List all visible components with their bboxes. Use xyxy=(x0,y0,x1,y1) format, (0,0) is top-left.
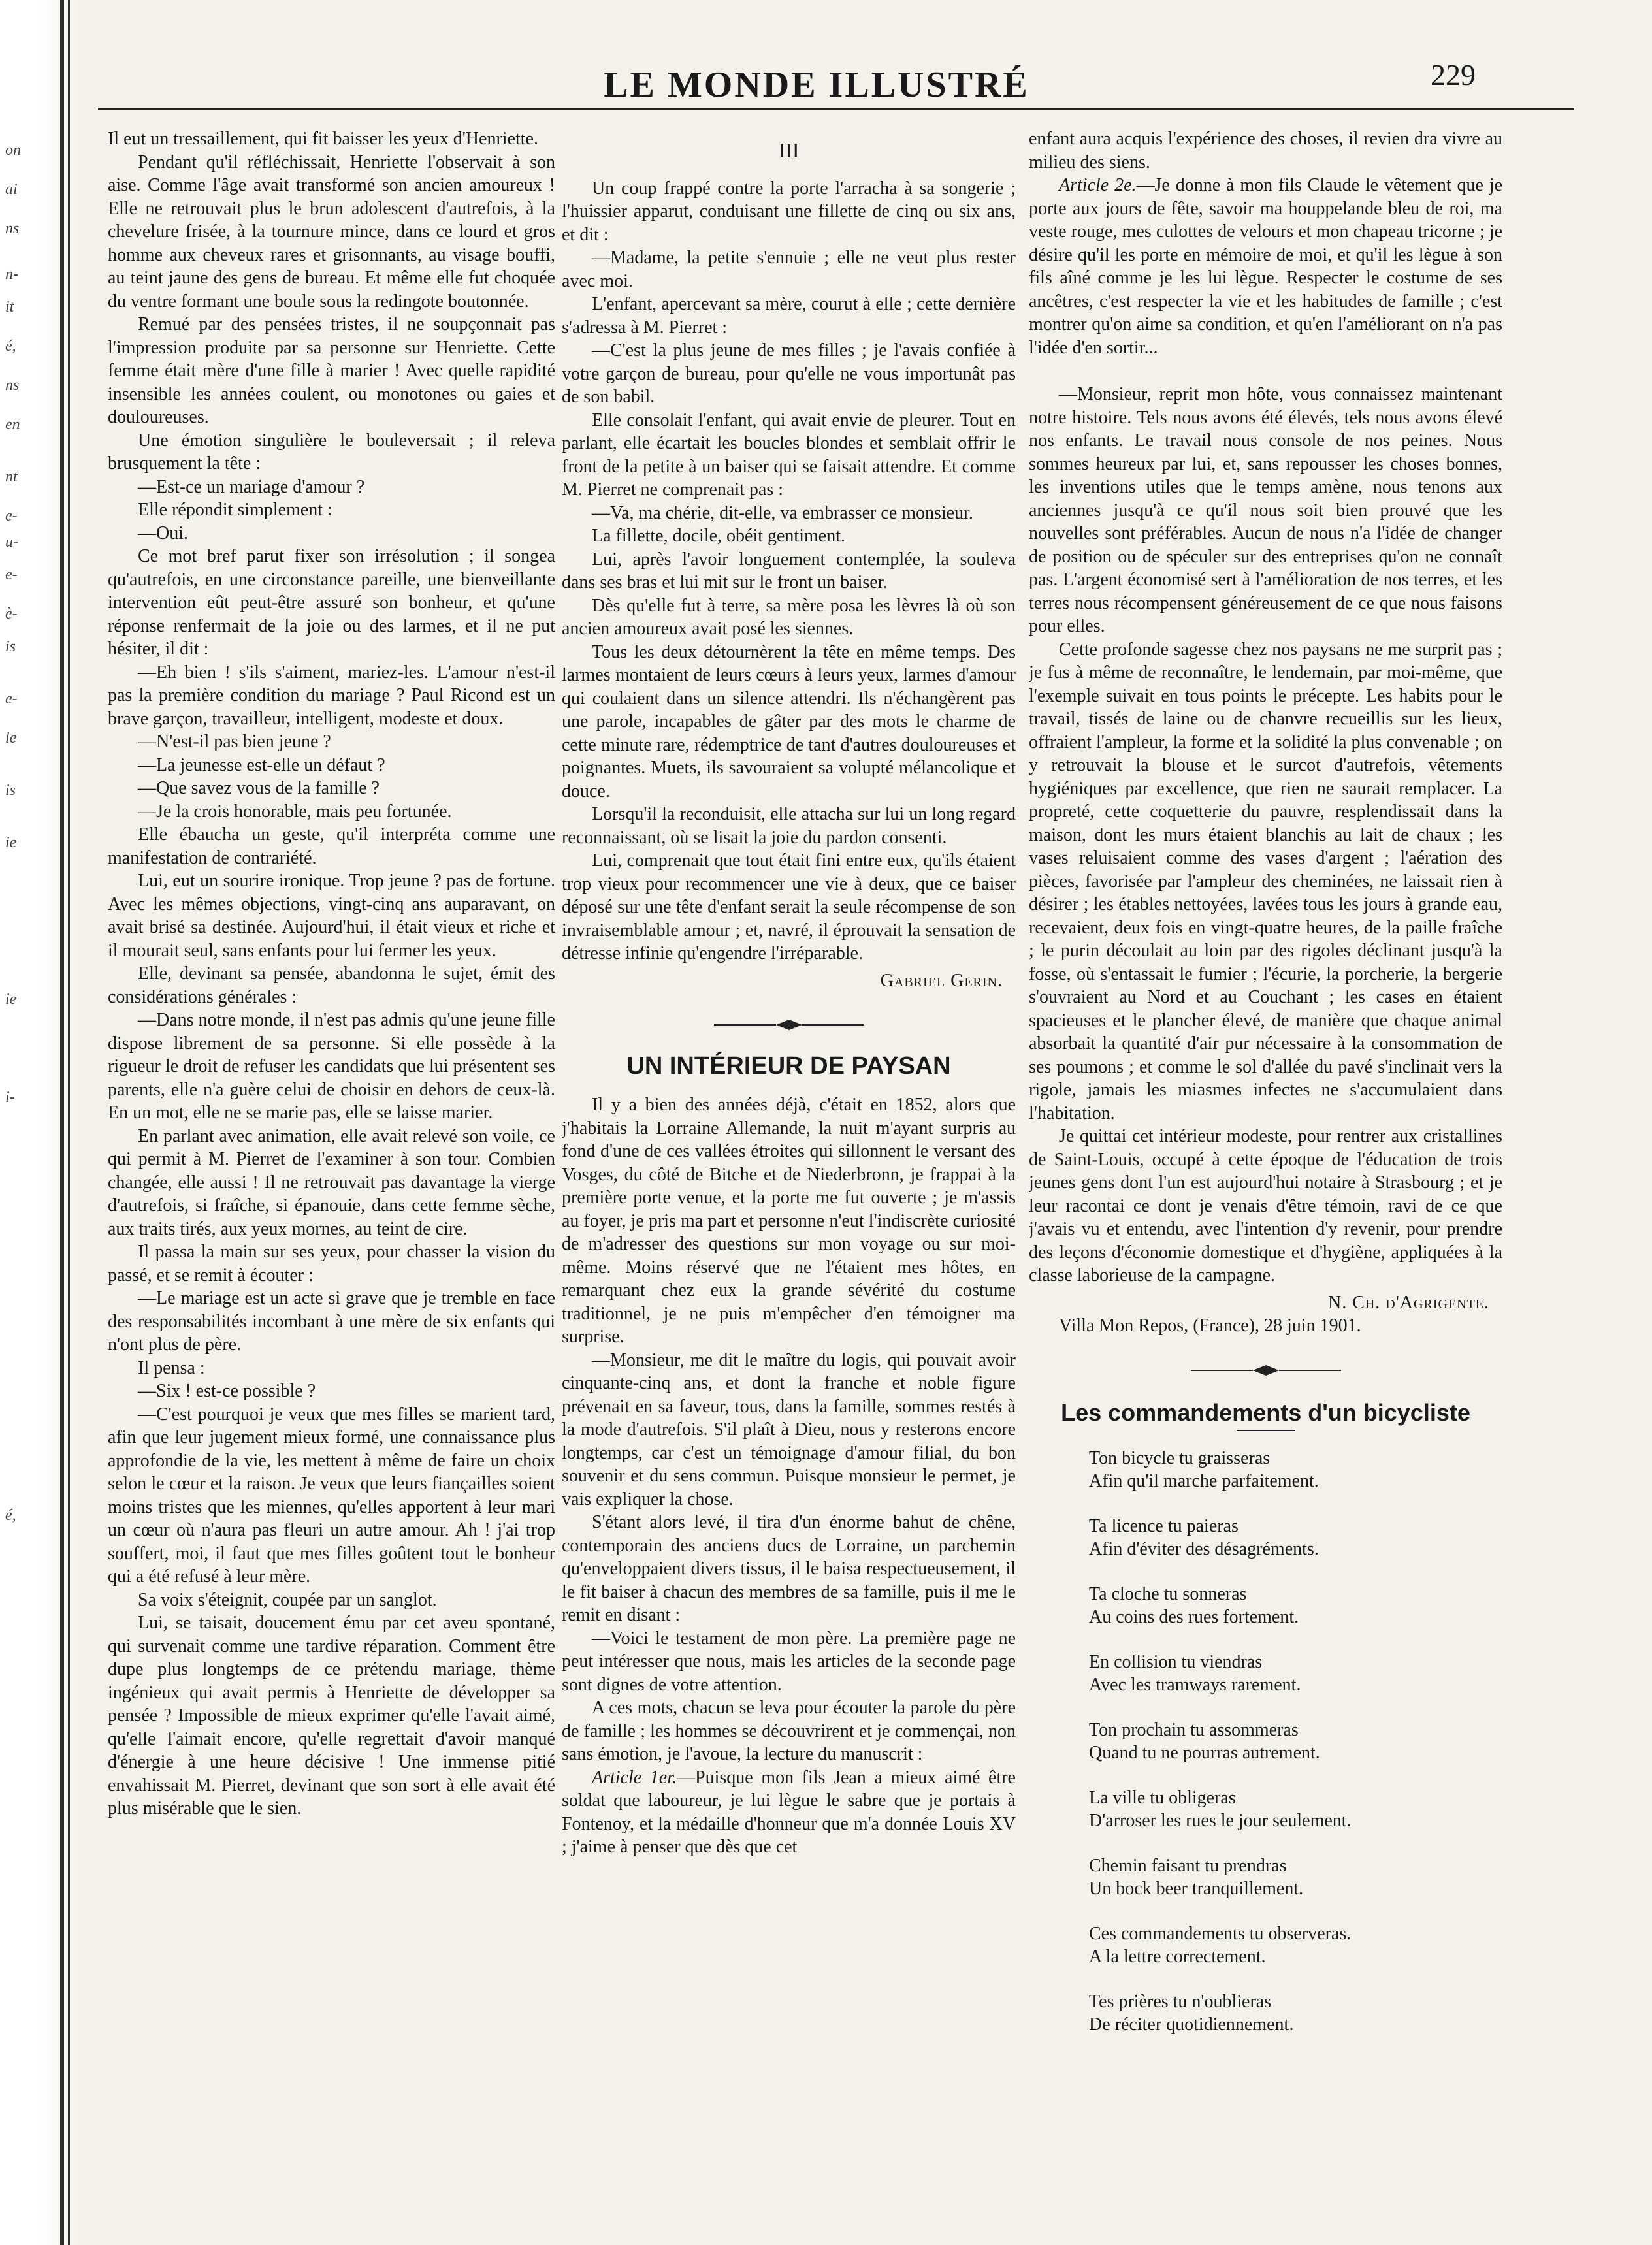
paragraph: —C'est la plus jeune de mes filles ; je l'avais confiée à votre garçon de bureau, pour qu'elle ne vous importunât pas de son babil. xyxy=(562,340,1016,407)
paragraph: —Eh bien ! s'ils s'aiment, mariez-les. L'amour n'est-il pas la première condition du mariage ? Paul Ricond est un brave garçon, travailleur, intelligent, modeste et doux. xyxy=(108,662,555,729)
poem-line: Quand tu ne pourras autrement. xyxy=(1089,1743,1320,1763)
author-signature: N. Ch. d'Agrigente. xyxy=(1327,1292,1489,1313)
paragraph: L'enfant, apercevant sa mère, courut à elle ; cette dernière s'adressa à M. Pierret : xyxy=(562,294,1016,338)
margin-fragment: e- xyxy=(5,566,18,583)
paragraph: —La jeunesse est-elle un défaut ? xyxy=(138,754,385,775)
paragraph: —Est-ce un mariage d'amour ? xyxy=(138,476,365,497)
poem-rule xyxy=(1237,1430,1295,1431)
paragraph: Lui, comprenait que tout était fini entre eux, qu'ils étaient trop vieux pour recommencer une vie à deux, que ce baiser déposé sur une tête d'enfant serait la seule récompense de son invraisemblable amour ; et, navré, il éprouvait la sensation de détresse infinie qu'engendre l'irréparable. xyxy=(562,850,1016,963)
paragraph: Lui, eut un sourire ironique. Trop jeune ? pas de fortune. Avec les mêmes objections, vingt-cinq ans auparavant, on avait brisé sa destinée. Aujourd'hui, il était vieux et riche et il mourait seul, sans enfants pour lui fermer les yeux. xyxy=(108,871,555,961)
poem-line: Avec les tramways rarement. xyxy=(1089,1675,1301,1695)
paragraph: En parlant avec animation, elle avait relevé son voile, ce qui permit à M. Pierret de l'examiner à son tour. Combien changée, elle aussi ! Il ne retrouvait pas davantage la vierge d'autrefois, si fraîche, si épanouie, dans cette femme sèche, aux traits tirés, aux yeux mornes, au teint de cire. xyxy=(108,1125,555,1239)
poem-line: Afin qu'il marche parfaitement. xyxy=(1089,1471,1319,1491)
poem-line: Ta cloche tu sonneras xyxy=(1089,1583,1247,1604)
clause-label: Article 1er. xyxy=(592,1767,677,1788)
clause-label: Article 2e. xyxy=(1059,175,1137,195)
paragraph: —Oui. xyxy=(138,523,188,543)
binding-line xyxy=(68,0,70,2245)
paragraph: Il y a bien des années déjà, c'était en 1852, alors que j'habitais la Lorraine Allemande, la nuit m'ayant surpris au fond d'une de ces vallées étroites qui sillonnent le versant des Vosges, du côté de Bitche et de Niederbronn, je frappai à la première porte venue, et la porte me fut ouverte ; je m'assis au foyer, je pris ma part et personne n'eut l'indiscrète curiosité de m'adresser des questions sur mon voyage ou sur moi-même. Moins réservé que ne l'étaient mes hôtes, en remarquant chez eux la grande sévérité du costume traditionnel, je ne puis m'empêcher d'en témoigner ma surprise. xyxy=(562,1095,1016,1347)
poem-line: Afin d'éviter des désagréments. xyxy=(1089,1539,1319,1559)
story-section-iii xyxy=(562,177,1016,965)
margin-fragment: is xyxy=(5,638,16,655)
binding-gutter xyxy=(0,0,85,2245)
paragraph: Cette profonde sagesse chez nos paysans ne me surprit pas ; je fus à même de reconnaître, le lendemain, par moi-même, que l'exemple suivait en tous points le précepte. Les habits pour le travail, tissés de laine ou de chanvre recueillis sur les lieux, offraient l'ampleur, la forme et la solidité la plus convenable ; on y retrouvait la blouse et le surcot d'autrefois, vêtements hygiéniques par excellence, que rien ne saurait remplacer. La propreté, cette coquetterie du pauvre, resplendissait dans la maison, dont les murs étaient blanchis au lait de chaux ; les vases reluisaient comme des vases d'argent ; l'aération des pièces, favorisée par l'ampleur des cheminées, ne laissait rien à désirer ; les étables nettoyées, lavées tous les jours à grande eau, recevaient, deux fois en vingt-quatre heures, de la paille fraîche ; le purin découlait au loin par des rigoles déclinant jusqu'à la fosse, où s'entassait le fumier ; l'écurie, la porcherie, la bergerie s'ouvraient au Nord et au Couchant ; les cases en étaient spacieuses et le plancher élevé, de manière que chaque animal absorbait la quantité d'air pur nécessaire à la consommation de ses poumons ; et comme le sol d'allée du pavé s'inclinait vers la rigole, jamais les miasmes infectes ne s'accumulaient dans l'habitation. xyxy=(1029,639,1502,1123)
poem-stanza xyxy=(1089,1990,1502,2037)
paragraph: —Dans notre monde, il n'est pas admis qu'une jeune fille dispose librement de sa personne. Si elle possède à la rigueur le droit de refuser les candidats que lui présentent ses parents, elle n'a guère celui de choisir en dehors de ceux-là. En un mot, elle ne se marie pas, elle se laisse marier. xyxy=(108,1010,555,1123)
margin-fragment: ie xyxy=(5,834,17,851)
paragraph: Ce mot bref parut fixer son irrésolution ; il songea qu'autrefois, en une circonstance pareille, une bienveillante intervention eût peut-être assuré son bonheur, et qu'une réponse renfermait de la joie ou des larmes, et il ne put hésiter, il dit : xyxy=(108,546,555,659)
clause-text: —Puisque mon fils Jean a mieux aimé être soldat que laboureur, je lui lègue le sabre que je portais à Fontenoy, et la médaille d'honneur que m'a donnée Louis XV ; j'aime à penser que dès que cet xyxy=(562,1767,1016,1857)
paragraph: Lorsqu'il la reconduisit, elle attacha sur lui un long regard reconnaissant, où se lisait la joie du pardon consenti. xyxy=(562,804,1016,848)
poem-stanza xyxy=(1089,1515,1502,1561)
margin-fragment: is xyxy=(5,782,16,799)
margin-fragment: e- xyxy=(5,690,18,707)
paragraph: —Voici le testament de mon père. La première page ne peut intéresser que nous, mais les articles de la seconde page sont dignes de votre attention. xyxy=(562,1628,1016,1695)
poem-line: Au coins des rues fortement. xyxy=(1089,1607,1299,1627)
margin-fragment: it xyxy=(5,299,14,315)
story-continuation xyxy=(108,127,555,1820)
margin-fragment: ns xyxy=(5,220,20,237)
margin-fragment: n- xyxy=(5,266,18,283)
section-number: III xyxy=(778,138,800,162)
paragraph: —Six ! est-ce possible ? xyxy=(138,1381,316,1401)
column-1 xyxy=(108,127,555,2218)
margin-fragment: nt xyxy=(5,468,18,485)
paragraph: Lui, se taisait, doucement ému par cet aveu spontané, qui survenait comme une tardive réparation. Comment être dupe plus longtemps de ce prétendu mariage, thème ingénieux qui avait permis à Henriette de développer sa pensée ? Impossible de mieux exprimer qu'elle l'avait aimé, qu'elle l'aimait encore, qu'elle regrettait d'avoir manqué d'énergie à une heure décisive ! Une immense pitié envahissait M. Pierret, devinant que son sort à elle avait été plus misérable que le sien. xyxy=(108,1613,555,1818)
poem-stanza xyxy=(1089,1583,1502,1629)
paragraph: A ces mots, chacun se leva pour écouter la parole du père de famille ; les hommes se découvrirent et je commençai, non sans émotion, je l'avoue, la lecture du manuscrit : xyxy=(562,1698,1016,1764)
margin-fragment: le xyxy=(5,730,17,747)
paragraph: Elle, devinant sa pensée, abandonna le sujet, émit des considérations générales : xyxy=(108,963,555,1007)
margin-fragment: ai xyxy=(5,181,18,198)
poem-title: Les commandements d'un bicycliste xyxy=(1061,1399,1470,1426)
paragraph: —Va, ma chérie, dit-elle, va embrasser ce monsieur. xyxy=(592,502,973,523)
paragraph: —Que savez vous de la famille ? xyxy=(138,778,380,798)
poem-line: En collision tu viendras xyxy=(1089,1651,1263,1672)
binding-line xyxy=(60,0,64,2245)
paragraph: enfant aura acquis l'expérience des choses, il revien dra vivre au milieu des siens. xyxy=(1029,129,1502,172)
paragraph: —Le mariage est un acte si grave que je tremble en face des responsabilités incombant à une mère de six enfants qui n'ont plus de père. xyxy=(108,1288,555,1355)
paragraph: —Madame, la petite s'ennuie ; elle ne veut plus rester avec moi. xyxy=(562,248,1016,291)
paragraph: —Je la crois honorable, mais peu fortunée. xyxy=(138,801,452,822)
paragraph: —Monsieur, me dit le maître du logis, qui pouvait avoir cinquante-cinq ans, et dont la franche et noble figure prévenait en sa faveur, tous, dans la famille, sommes restés à la mode d'autrefois. S'il plaît à Dieu, nous y resterons encore longtemps, car c'est un témoignage d'amour filial, du bon souvenir et du sens commun. Puisque monsieur le permet, je vais expliquer la chose. xyxy=(562,1349,1016,1510)
margin-fragment: ie xyxy=(5,991,17,1008)
paragraph: Pendant qu'il réfléchissait, Henriette l'observait à son aise. Comme l'âge avait transformé son ancien amoureux ! Elle ne retrouvait plus le brun adolescent d'autrefois, à la chevelure frisée, à la tournure mince, dans ce lourd et gros homme aux cheveux rares et grisonnants, au visage bouffi, au teint jaune des gens de bureau. Et même elle fut choquée du ventre formant une boule sous la redingote boutonnée. xyxy=(108,152,555,312)
margin-fragment: en xyxy=(5,416,20,433)
poem-stanza xyxy=(1089,1447,1502,1493)
poem-line: Ton bicycle tu graisseras xyxy=(1089,1447,1271,1468)
paragraph: Un coup frappé contre la porte l'arracha à sa songerie ; l'huissier apparut, conduisant une fillette de cinq ou six ans, et dit : xyxy=(562,178,1016,245)
margin-fragment: è- xyxy=(5,606,18,622)
margin-fragment: u- xyxy=(5,534,18,551)
paragraph: —Monsieur, reprit mon hôte, vous connaissez maintenant notre histoire. Tels nous avons été élevés, tels nous avons élevé nos enfants. Le travail nous console de nos peines. Nous sommes heureux par lui, et, sans repousser les choses bonnes, les inventions utiles que le temps amène, nous tenons aux anciennes jusqu'à ce qu'il nous soit bien prouvé que les nouvelles sont préférables. Aucun de nous n'a l'idée de changer de position ou de spéculer sur des entreprises qu'on ne connaît pas. L'argent économisé sert à l'amélioration de nos terres, et les terres nous récompensent généreusement de ce que nous faisons pour elles. xyxy=(1029,384,1502,636)
paragraph: Tous les deux détournèrent la tête en même temps. Des larmes montaient de leurs cœurs à leurs yeux, larmes d'amour qui coulaient dans un silence attendri. Ils n'échangèrent pas une parole, incapables de gâter par des mots le charme de cette minute rare, rédemptrice de tant d'autres douloureuses et poignantes. Muets, ils savouraient sa volupté mélancolique et douce. xyxy=(562,641,1016,801)
margin-fragment: i- xyxy=(5,1089,15,1106)
paragraph: Il passa la main sur ses yeux, pour chasser la vision du passé, et se remit à écouter : xyxy=(108,1242,555,1285)
paragraph: Il eut un tressaillement, qui fit baisser les yeux d'Henriette. xyxy=(108,129,538,149)
paragraph: Elle répondit simplement : xyxy=(138,500,332,520)
margin-fragment: é, xyxy=(5,338,16,355)
margin-fragment: e- xyxy=(5,508,18,525)
poem-stanza xyxy=(1089,1786,1502,1833)
poem-line: Tes prières tu n'oublieras xyxy=(1089,1991,1272,2012)
page-number: 229 xyxy=(1431,58,1476,91)
paragraph: Il pensa : xyxy=(138,1357,205,1378)
paragraph: Je quittai cet intérieur modeste, pour rentrer aux cristallines de Saint-Louis, occupé à cette époque de l'éducation de trois jeunes gens dont l'un est aujourd'hui notaire à Strasbourg ; et je leur racontai ce dont je venais d'être témoin, ravi de ce que j'avais vu et entendu, avec l'intention d'y revenir, pour prendre des leçons d'économie domestique et d'hygiène, appliquées à la classe laborieuse de la campagne. xyxy=(1029,1126,1502,1285)
margin-fragment: ns xyxy=(5,377,20,394)
margin-fragment: on xyxy=(5,142,21,159)
column-2 xyxy=(562,127,1016,2218)
article-body xyxy=(562,1093,1016,1766)
ornament-divider xyxy=(562,1014,1016,1038)
poem-line: Un bock beer tranquillement. xyxy=(1089,1879,1304,1899)
poem-line: De réciter quotidiennement. xyxy=(1089,2014,1294,2035)
column-3 xyxy=(1029,127,1502,2218)
margin-fragment: é, xyxy=(5,1507,16,1524)
poem-line: Chemin faisant tu prendras xyxy=(1089,1855,1287,1876)
author-signature: Gabriel Gerin. xyxy=(880,970,1003,991)
article-title: UN INTÉRIEUR DE PAYSAN xyxy=(626,1052,951,1080)
article-clause-1 xyxy=(562,1766,1016,1859)
paragraph: Dès qu'elle fut à terre, sa mère posa les lèvres là où son ancien amoureux avait posé les siennes. xyxy=(562,595,1016,639)
ornament-divider xyxy=(1029,1360,1502,1383)
paragraph: —C'est pourquoi je veux que mes filles se marient tard, afin que leur jugement mieux formé, une connaissance plus approfondie de la vie, les mettent à même de faire un choix selon le cœur et la raison. Je veux que leurs fiançailles soient moins tristes que les miennes, qu'elles apportent à leur mari un cœur où n'aura pas fleuri un autre amour. Ah ! j'ai trop souffert, moi, il faut que mes filles goûtent tout le bonheur qui a été refusé à leur mère. xyxy=(108,1404,555,1587)
paragraph: Lui, après l'avoir longuement contemplée, la souleva dans ses bras et lui mit sur le front un baiser. xyxy=(562,549,1016,592)
paragraph: Elle consolait l'enfant, qui avait envie de pleurer. Tout en parlant, elle écartait les boucles blondes et semblait offrir le front de la petite à un baiser qui se faisait attendre. Et comme M. Pierret ne comprenait pas : xyxy=(562,410,1016,500)
spacer xyxy=(1029,359,1502,383)
paragraph: Une émotion singulière le bouleversait ; il releva brusquement la tête : xyxy=(108,430,555,474)
place-date: Villa Mon Repos, (France), 28 juin 1901. xyxy=(1059,1316,1361,1336)
clause-text: —Je donne à mon fils Claude le vêtement que je porte aux jours de fête, savoir ma houppelande bleu de roi, ma veste rouge, mes culottes de velours et mon chapeau tricorne ; je désire qu'il les porte en mémoire de moi, et qu'il les lègue à son fils aîné comme je les lui lègue. Respecter le costume de ses ancêtres, c'est respecter la vie et les habitudes de famille ; c'est montrer qu'on aime sa condition, et qu'en l'améliorant on n'a pas l'idée d'en sortir... xyxy=(1029,175,1502,358)
poem-line: La ville tu obligeras xyxy=(1089,1787,1236,1808)
poem-line: A la lettre correctement. xyxy=(1089,1946,1266,1967)
poem-stanza xyxy=(1089,1922,1502,1969)
poem xyxy=(1029,1447,1502,2037)
poem-stanza xyxy=(1089,1651,1502,1697)
masthead-title: LE MONDE ILLUSTRÉ xyxy=(604,65,1029,105)
paragraph: —N'est-il pas bien jeune ? xyxy=(138,732,331,752)
article-body-continued xyxy=(1029,383,1502,1287)
article-clause-2 xyxy=(1029,174,1502,359)
paragraph: Sa voix s'éteignit, coupée par un sanglot. xyxy=(138,1589,437,1610)
paragraph: Elle ébaucha un geste, qu'il interpréta comme une manifestation de contrariété. xyxy=(108,824,555,868)
poem-line: D'arroser les rues le jour seulement. xyxy=(1089,1811,1352,1831)
header-rule xyxy=(98,108,1574,110)
paragraph: S'étant alors levé, il tira d'un énorme bahut de chêne, contemporain des anciens ducs de Lorraine, un parchemin qu'enveloppaient divers tissus, il le baisa respectueusement, il le fit baiser à chacun des membres de sa famille, puis il me le remit en disant : xyxy=(562,1512,1016,1625)
paragraph: La fillette, docile, obéit gentiment. xyxy=(592,526,845,546)
poem-line: Ton prochain tu assommeras xyxy=(1089,1719,1299,1740)
poem-stanza xyxy=(1089,1854,1502,1901)
paragraph: Remué par des pensées tristes, il ne soupçonnait pas l'impression produite par sa personne sur Henriette. Cette femme était mère d'une fille à marier ! Avec quelle rapidité insensible les années coulent, ou monotones ou gaies et douloureuses. xyxy=(108,314,555,427)
article-continuation xyxy=(1029,127,1502,174)
poem-stanza xyxy=(1089,1719,1502,1765)
poem-line: Ces commandements tu observeras. xyxy=(1089,1923,1352,1944)
poem-line: Ta licence tu paieras xyxy=(1089,1515,1239,1536)
